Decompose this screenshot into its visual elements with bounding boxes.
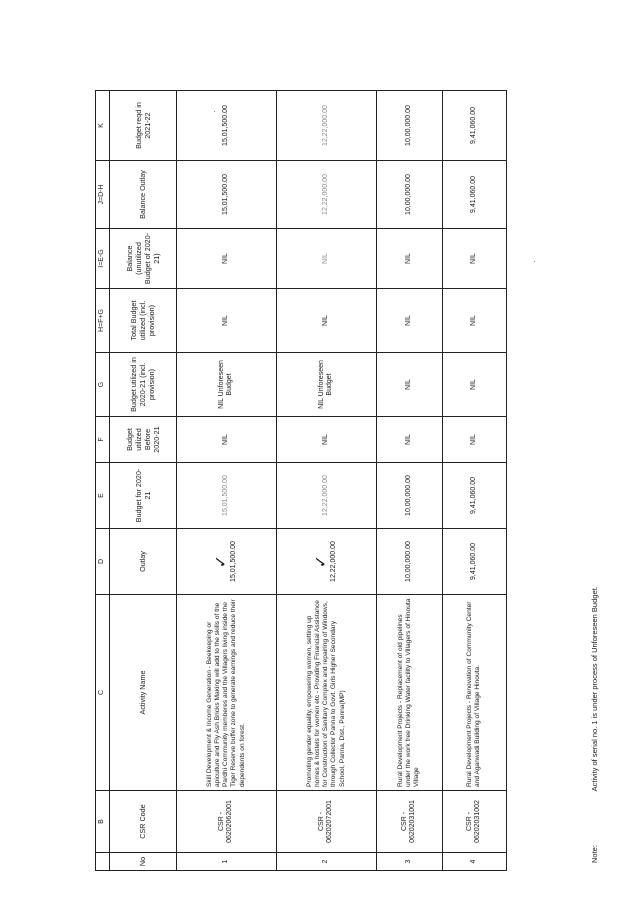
row-total: NIL [176,289,276,353]
header-total: Total Budget utilized (incl. provision) [109,289,176,353]
row-before: NIL [376,417,442,463]
row-reqd: 12,22,000.00 [276,91,376,161]
row-total: NIL [442,289,506,353]
header-activity: Activity Name [109,595,176,791]
row-outlay: 9,41,060.00 [442,529,506,595]
row-utilized: NIL [376,353,442,417]
row-balance: NIL [442,229,506,289]
check-mark-icon: ✓ [312,554,330,569]
row-utilized: NIL Unforeseen Budget [176,353,276,417]
row-outlay: 10,00,000.00 [376,529,442,595]
row-balance-outlay: 10,00,000.00 [376,161,442,229]
letter-g: G [96,353,110,417]
table-row [276,91,376,871]
row-total: NIL [276,289,376,353]
note-text: Activity of serial no. 1 is under process of Unforeseen Budget. [590,586,599,792]
check-mark-icon: ✓ [212,554,230,569]
row-reqd: 10,00,000.00 [376,91,442,161]
header-row [109,91,176,871]
header-budget: Budget for 2020-21 [109,463,176,529]
row-before: NIL [176,417,276,463]
row-budget: 9,41,060.00 [442,463,506,529]
row-no: 4 [442,853,506,871]
row-total: NIL [376,289,442,353]
letter-j: J=D-H [96,161,110,229]
row-balance-outlay: 12,22,000.00 [276,161,376,229]
letter-k: K [96,91,110,161]
letter-i: I=E-G [96,229,110,289]
row-balance: NIL [376,229,442,289]
row-no: 2 [276,853,376,871]
header-csr-code: CSR Code [109,791,176,853]
letter-h: H=F+G [96,289,110,353]
row-outlay-cell [276,529,376,595]
row-balance-outlay: 15,01,500.00 [176,161,276,229]
row-outlay-cell [176,529,276,595]
header-balance: Balance (unutilized Budget of 2020-21) [109,229,176,289]
row-reqd: 9,41,060.00 [442,91,506,161]
row-no: 3 [376,853,442,871]
row-budget: 15,01,500.00 [176,463,276,529]
row-balance: NIL [276,229,376,289]
header-no: No [109,853,176,871]
row-utilized: NIL Unforeseen Budget [276,353,376,417]
row-outlay: 15,01,500.00 [229,541,237,582]
csr-budget-table [95,90,507,871]
row-budget: 12,22,000.00 [276,463,376,529]
letter-b: B [96,791,110,853]
table-row [376,91,442,871]
row-activity: Skill Development & Income Generation - Beekeeping or apiculture and Fly Ash Bricks Making will add to the skills of the Pardhi Community memberes and the Villagers living inside the Tiger Reserve buffer zone to generate earnings and reduce their dependents on forest. [176,595,276,791]
header-reqd: Budget reqd in 2021-22 [109,91,176,161]
row-budget: 10,00,000.00 [376,463,442,529]
row-before: NIL [442,417,506,463]
row-activity: Rural Development Projects - Replacement of old pipelines under the work free Drinking Water facility to Villagers of Hinouta Village [376,595,442,791]
header-utilized: Budget utilized in 2020-21 (incl. provision) [109,353,176,417]
table-row [442,91,506,871]
row-utilized: NIL [442,353,506,417]
column-letter-row [96,91,110,871]
row-code: CSR - 06202072001 [276,791,376,853]
row-activity: Rural Development Projects - Renovation of Community Center and Aganwadi Building of Village Hinouta. [442,595,506,791]
row-code: CSR - 06202062001 [176,791,276,853]
header-balance-outlay: Balance Outlay [109,161,176,229]
table-row [176,91,276,871]
row-reqd: 15,01,500.00 [176,91,276,161]
letter-a [96,853,110,871]
scan-speck: · [530,260,539,263]
letter-e: E [96,463,110,529]
row-code: CSR - 06202031001 [376,791,442,853]
scan-speck: · [210,110,219,113]
row-code: CSR - 06202031002 [442,791,506,853]
letter-c: C [96,595,110,791]
row-before: NIL [276,417,376,463]
note-label: Note: [590,845,599,863]
header-outlay: Outlay [109,529,176,595]
row-outlay: 12,22,000.00 [329,541,337,582]
header-before: Budget utilized Before 2020-21 [109,417,176,463]
row-no: 1 [176,853,276,871]
footnote [590,586,599,863]
row-balance: NIL [176,229,276,289]
row-balance-outlay: 9,41,060.00 [442,161,506,229]
row-activity: Promoting gender equality, empowering women, setting up homes & hostels for women etc - Providing Financial Assistance for Construction of Sanitary Complex and repairing of Windows, through Collector Panna to Govt. Girls Higher Secondary School, Panna, Dist., Panna(MP) [276,595,376,791]
letter-d: D [96,529,110,595]
letter-f: F [96,417,110,463]
